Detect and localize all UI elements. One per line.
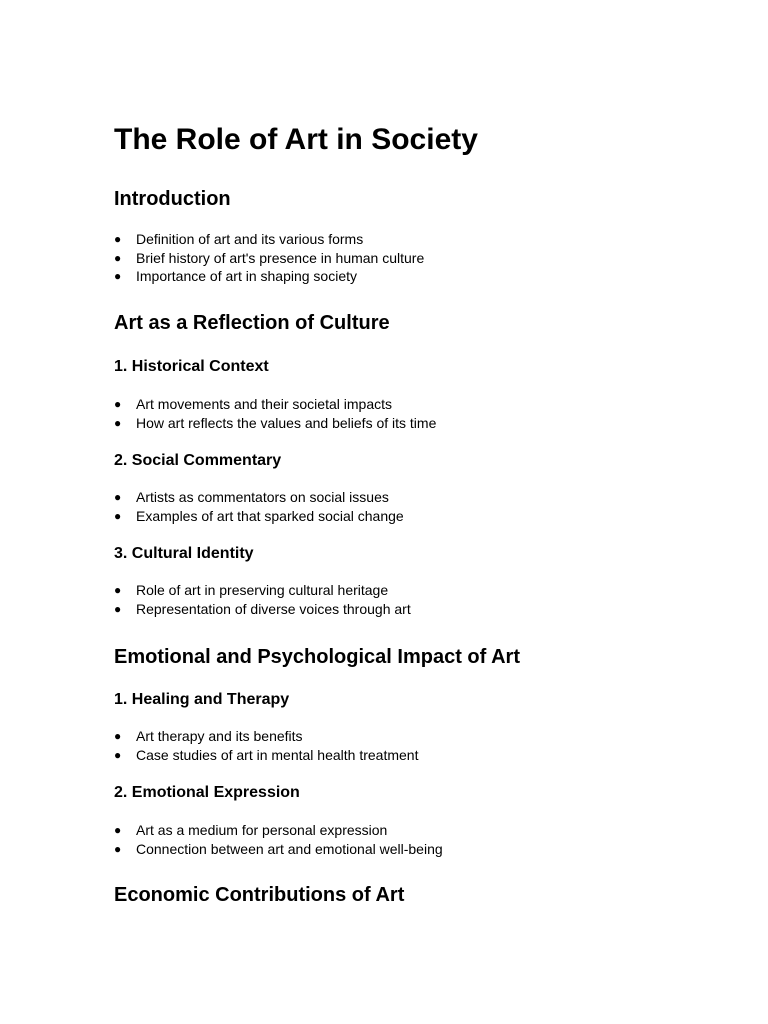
list-item: [114, 727, 418, 746]
section-heading-reflection-of-culture: Art as a Reflection of Culture: [114, 312, 390, 334]
bullet-icon: ●: [114, 415, 122, 430]
cultural-identity-list: [114, 581, 411, 618]
bullet-icon: ●: [114, 490, 122, 504]
bullet-icon: ●: [114, 250, 122, 265]
healing-therapy-list: [114, 727, 418, 764]
list-item-text: Brief history of art's presence in human culture: [136, 249, 425, 266]
list-item: [114, 581, 411, 600]
historical-context-list: [114, 395, 436, 432]
subsection-heading-historical-context: 1. Historical Context: [114, 358, 269, 375]
list-item: [114, 746, 418, 765]
bullet-icon: ●: [114, 583, 122, 597]
subsection-heading-cultural-identity: 3. Cultural Identity: [114, 545, 254, 562]
section-heading-introduction: Introduction: [114, 188, 231, 210]
bullet-icon: ●: [114, 729, 122, 743]
introduction-list: [114, 230, 424, 286]
list-item-text: Definition of art and its various forms: [136, 231, 364, 247]
list-item-text: Examples of art that sparked social change: [136, 507, 404, 524]
bullet-icon: ●: [114, 232, 122, 246]
list-item-text: Importance of art in shaping society: [136, 268, 358, 284]
section-heading-emotional-impact: Emotional and Psychological Impact of Art: [114, 646, 520, 668]
bullet-icon: ●: [114, 397, 122, 411]
list-item: [114, 414, 436, 433]
list-item-text: Case studies of art in mental health treatment: [136, 746, 419, 763]
list-item: [114, 249, 424, 268]
list-item: [114, 840, 443, 859]
list-item-text: Art therapy and its benefits: [136, 728, 303, 744]
list-item: [114, 600, 411, 619]
bullet-icon: ●: [114, 747, 122, 762]
subsection-heading-social-commentary: 2. Social Commentary: [114, 452, 282, 469]
list-item-text: Artists as commentators on social issues: [136, 489, 389, 505]
list-item: [114, 395, 436, 414]
page-title: The Role of Art in Society: [114, 123, 478, 156]
bullet-icon: ●: [114, 508, 122, 523]
subsection-heading-emotional-expression: 2. Emotional Expression: [114, 784, 300, 801]
list-item: [114, 507, 404, 526]
list-item-text: Art movements and their societal impacts: [136, 396, 392, 412]
list-item-text: Connection between art and emotional well-being: [136, 840, 443, 857]
bullet-icon: ●: [114, 823, 122, 837]
list-item-text: Role of art in preserving cultural heritage: [136, 582, 389, 598]
emotional-expression-list: [114, 821, 443, 858]
list-item-text: Art as a medium for personal expression: [136, 822, 388, 838]
list-item-text: How art reflects the values and beliefs of its time: [136, 414, 437, 431]
list-item: [114, 821, 443, 840]
bullet-icon: ●: [114, 269, 122, 283]
bullet-icon: ●: [114, 841, 122, 856]
section-heading-economic-contributions: Economic Contributions of Art: [114, 884, 405, 906]
list-item-text: Representation of diverse voices through art: [136, 600, 411, 617]
social-commentary-list: [114, 488, 404, 525]
list-item: [114, 230, 424, 249]
list-item: [114, 488, 404, 507]
bullet-icon: ●: [114, 601, 122, 616]
subsection-heading-healing-therapy: 1. Healing and Therapy: [114, 691, 290, 708]
list-item: [114, 267, 424, 286]
